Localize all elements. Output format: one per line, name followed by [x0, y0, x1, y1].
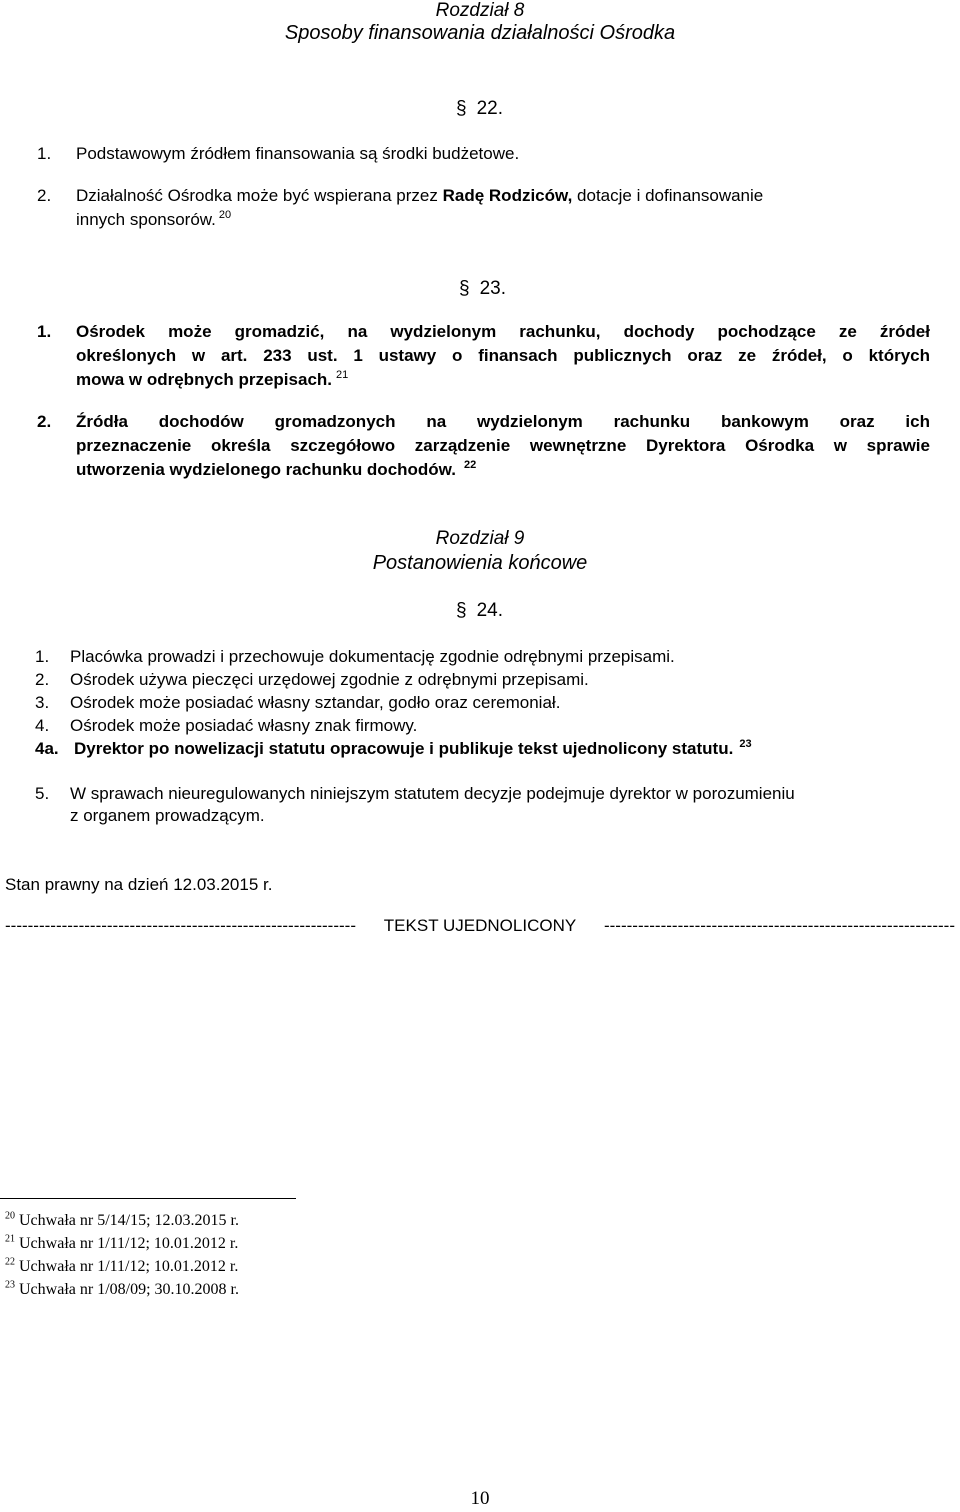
s23-item-1-line2: określonych w art. 233 ust. 1 ustawy o finansach publicznych oraz ze źródeł, o których — [76, 346, 930, 365]
s24-item-5-text: W sprawach nieuregulowanych niniejszym statutem decyzje podejmuje dyrektor w porozumieniu — [70, 784, 795, 803]
s24-item-2-num: 2. — [35, 670, 50, 689]
section-23-heading — [459, 278, 506, 300]
s23-item-2-line3: utworzenia wydzielonego rachunku dochodów. $^{22}$ — [76, 459, 477, 479]
s22-item-1: 1. — [37, 144, 52, 163]
footnote-ref: 21 — [336, 369, 349, 382]
s24-item-4-num: 4. — [35, 716, 50, 735]
section-symbol: § — [459, 278, 470, 299]
section-number: 24. — [476, 600, 503, 621]
s23-item-1-line1: Ośrodek może gromadzić, na wydzielonym rachunku, dochody pochodzące ze źródeł — [76, 322, 930, 341]
footnote-23: $^{23}$ Uchwała nr 1/08/09; 30.10.2008 r. — [5, 1279, 239, 1298]
section-symbol: § — [456, 98, 467, 119]
footnote-22: $^{22}$ Uchwała nr 1/11/12; 10.01.2012 r. — [5, 1256, 239, 1275]
divider-label: TEKST UJEDNOLICONY — [383, 916, 577, 935]
footnote-ref: 23 — [739, 738, 752, 751]
footnote-21: $^{21}$ Uchwała nr 1/11/12; 10.01.2012 r. — [5, 1233, 239, 1252]
s22-item-2-text: Działalność Ośrodka może być wspierana przez Radę Rodziców, dotacje i dofinansowanie — [76, 186, 764, 205]
section-number: 23. — [479, 278, 506, 299]
chapter9-title: Postanowienia końcowe — [372, 552, 588, 574]
section-22-heading — [456, 98, 503, 120]
chapter9-heading: Rozdział 9 — [435, 528, 525, 549]
s22-item-2-line2: innych sponsorów. $^{20}$ — [76, 209, 232, 229]
s23-item-2-line1: Źródła dochodów gromadzonych na wydzielonym rachunku bankowym oraz ich — [76, 412, 930, 431]
s24-item-3-num: 3. — [35, 693, 50, 712]
legal-status: Stan prawny na dzień 12.03.2015 r. — [5, 875, 273, 894]
section-symbol: § — [456, 600, 467, 621]
footnote-separator — [0, 1198, 296, 1199]
s22-item-2-num: 2. — [37, 186, 52, 205]
divider-right: -------------------------------------------------------------- — [603, 916, 955, 935]
divider-left: -------------------------------------------------------------- — [5, 916, 356, 935]
footnote-20: $^{20}$ Uchwała nr 5/14/15; 12.03.2015 r. — [5, 1210, 239, 1229]
s24-item-5-num: 5. — [35, 784, 50, 803]
s24-item-3-text: Ośrodek może posiadać własny sztandar, godło oraz ceremoniał. — [70, 693, 561, 712]
chapter8-heading: Rozdział 8 — [435, 0, 525, 21]
s23-item-1-num: 1. — [37, 322, 52, 341]
footnote-ref: 22 — [464, 459, 477, 472]
s24-item-2-text: Ośrodek używa pieczęci urzędowej zgodnie z odrębnymi przepisami. — [70, 670, 589, 689]
s24-item-4-text: Ośrodek może posiadać własny znak firmowy. — [70, 716, 418, 735]
s24-item-4a-num: 4a. — [35, 739, 59, 758]
s24-item-1-num: 1. — [35, 647, 50, 666]
s23-item-1-line3: mowa w odrębnych przepisach. $^{21}$ — [76, 369, 349, 389]
s24-item-4a-text: Dyrektor po nowelizacji statutu opracowuje i publikuje tekst ujednolicony statutu. $^{23}$ — [74, 738, 752, 758]
s23-item-2-num: 2. — [37, 412, 52, 431]
section-24-heading — [456, 600, 503, 622]
chapter8-title: Sposoby finansowania działalności Ośrodka — [284, 22, 676, 44]
s24-item-1-text: Placówka prowadzi i przechowuje dokumentację zgodnie odrębnymi przepisami. — [70, 647, 675, 666]
s24-item-5-line2: z organem prowadzącym. — [70, 806, 265, 825]
section-number: 22. — [476, 98, 503, 119]
footnote-ref: 20 — [218, 209, 232, 222]
s22-item-1-text: Podstawowym źródłem finansowania są środki budżetowe. — [76, 144, 520, 163]
consolidated-text-divider — [5, 916, 955, 936]
page-number: 10 — [470, 1488, 490, 1509]
s23-item-2-line2: przeznaczenie określa szczegółowo zarządzenie wewnętrzne Dyrektora Ośrodka w sprawie — [76, 436, 930, 455]
